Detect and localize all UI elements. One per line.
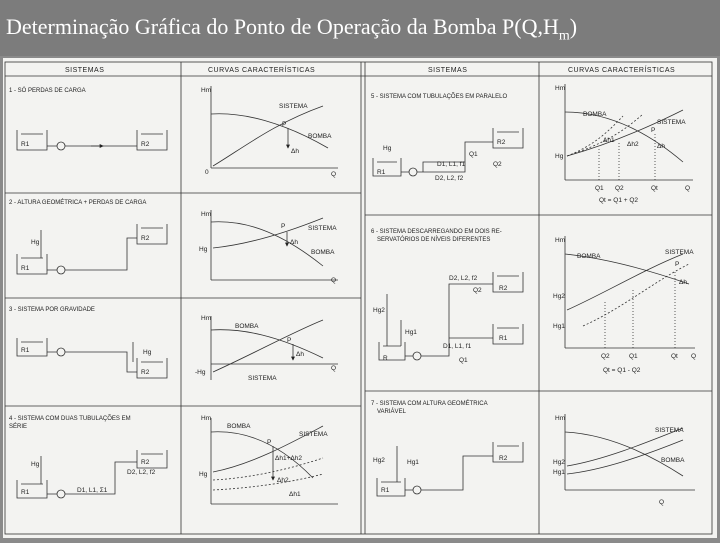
title-close: ): [569, 14, 578, 39]
case-2-system: [17, 224, 167, 274]
header-sistemas-left: SISTEMAS: [65, 67, 105, 74]
case-3-hg-neg: -Hg: [195, 369, 206, 376]
case-6-p: P: [675, 261, 680, 268]
case-6-dh: Δh: [679, 279, 687, 286]
case-2-q: Q: [331, 277, 337, 284]
case-7-r1: R1: [381, 487, 390, 494]
case-5-p: P: [651, 127, 656, 134]
case-4-bomba: BOMBA: [227, 423, 251, 430]
case-5-q2: Q2: [493, 161, 502, 168]
case-3-bomba: BOMBA: [235, 323, 259, 330]
case-7-hg2-axis: Hg2: [553, 459, 565, 466]
case-2-title: 2 - ALTURA GEOMÉTRICA + PERDAS DE CARGA: [9, 200, 147, 206]
diagram-sheet: [3, 58, 717, 538]
case-4-title-line2: SÉRIE: [9, 424, 28, 430]
title-bar: [0, 0, 720, 56]
case-4-r2: R2: [141, 459, 150, 466]
case-1-r1: R1: [21, 141, 30, 148]
case-4-p: P: [267, 439, 272, 446]
case-1-bomba: BOMBA: [308, 133, 332, 140]
case-6-hg2: Hg2: [373, 307, 385, 314]
case-1-hm: Hm: [201, 87, 212, 94]
case-5-q1-axis: Q1: [595, 185, 604, 192]
case-3-hm: Hm: [201, 315, 212, 322]
case-5-hg: Hg: [383, 145, 392, 152]
case-6-qt-axis: Qt: [671, 353, 678, 360]
case-1-title: 1 - SÓ PERDAS DE CARGA: [9, 88, 86, 94]
case-6-hm: Hm: [555, 237, 566, 244]
case-1-q: Q: [331, 171, 337, 178]
case-6-title-line2: SERVATÓRIOS DE NÍVEIS DIFERENTES: [377, 237, 491, 243]
title-subscript: m: [558, 28, 570, 44]
case-5-title: 5 - SISTEMA COM TUBULAÇÕES EM PARALELO: [371, 94, 508, 100]
case-7-bomba: BOMBA: [661, 457, 685, 464]
pump-operating-point-diagram: [3, 58, 717, 538]
case-2-bomba: BOMBA: [311, 249, 335, 256]
case-6-q2: Q2: [473, 287, 482, 294]
header-curvas-left: CURVAS CARACTERÍSTICAS: [208, 67, 316, 74]
case-2-hm: Hm: [201, 211, 212, 218]
case-5-qt-axis: Qt: [651, 185, 658, 192]
case-1-p: P: [282, 121, 287, 128]
case-6-q1-axis: Q1: [629, 353, 638, 360]
case-6-hg1-axis: Hg1: [553, 323, 565, 330]
case-3-sistema: SISTEMA: [248, 375, 277, 382]
case-2-dh: Δh: [290, 239, 298, 246]
case-3-hg: Hg: [143, 349, 152, 356]
case-7-hm: Hm: [555, 415, 566, 422]
case-7-q: Q: [659, 499, 665, 506]
case-1-dh: Δh: [291, 148, 299, 155]
case-6-r: R: [383, 355, 388, 362]
case-7-hg2: Hg2: [373, 457, 385, 464]
case-5-qt-sum: Qt = Q1 + Q2: [599, 197, 639, 204]
case-6-q2-axis: Q2: [601, 353, 610, 360]
case-3-r1: R1: [21, 347, 30, 354]
case-7-system: [377, 442, 523, 496]
case-5-sistema: SISTEMA: [657, 119, 686, 126]
case-7-title: 7 - SISTEMA COM ALTURA GEOMÉTRICA: [371, 401, 488, 407]
case-6-d2l2f2: D2, L2, f2: [449, 275, 478, 282]
case-2-p: P: [281, 223, 286, 230]
case-6-r1: R1: [499, 335, 508, 342]
case-2-curves: [211, 210, 338, 280]
case-6-q1: Q1: [459, 357, 468, 364]
case-6-q: Q: [691, 353, 697, 360]
case-3-r2: R2: [141, 369, 150, 376]
case-4-d1l1z1: D1, L1, Σ1: [77, 487, 108, 494]
case-5-d2l2f2: D2, L2, f2: [435, 175, 464, 182]
case-3-title: 3 - SISTEMA POR GRAVIDADE: [9, 307, 95, 313]
case-4-dh12: Δh1+Δh2: [275, 455, 302, 462]
case-7-hg1-axis: Hg1: [553, 469, 565, 476]
case-2-sistema: SISTEMA: [308, 225, 337, 232]
case-4-hg-axis: Hg: [199, 471, 208, 478]
case-4-d2l2f2: D2, L2, f2: [127, 469, 156, 476]
case-5-q2-axis: Q2: [615, 185, 624, 192]
case-7-hg1: Hg1: [407, 459, 419, 466]
case-5-hm: Hm: [555, 85, 566, 92]
case-3-p: P: [287, 337, 292, 344]
title-main: Determinação Gráfica do Ponto de Operação da Bomba P(Q,H: [6, 14, 559, 39]
header-curvas-right: CURVAS CARACTERÍSTICAS: [568, 67, 676, 74]
case-3-curves: [211, 316, 338, 380]
case-2-r1: R1: [21, 265, 30, 272]
case-4-title: 4 - SISTEMA COM DUAS TUBULAÇÕES EM: [9, 416, 131, 422]
case-5-r1: R1: [377, 169, 386, 176]
case-4-hg: Hg: [31, 461, 40, 468]
case-5-dh1: Δh1: [603, 137, 615, 144]
case-6-title: 6 - SISTEMA DESCARREGANDO EM DOIS RE-: [371, 229, 502, 235]
case-5-dh: Δh: [657, 143, 665, 150]
case-1-zero: 0: [205, 169, 209, 176]
case-7-title-line2: VARIÁVEL: [377, 409, 406, 415]
case-7-r2: R2: [499, 455, 508, 462]
case-1-r2: R2: [141, 141, 150, 148]
slide-title: [6, 14, 577, 44]
case-5-hg-axis: Hg: [555, 153, 564, 160]
case-7-curves: [565, 414, 695, 490]
case-3-dh: Δh: [296, 351, 304, 358]
case-4-dh1: Δh1: [289, 491, 301, 498]
case-5-r2: R2: [497, 139, 506, 146]
case-1-curves: [211, 86, 338, 168]
case-5-dh2: Δh2: [627, 141, 639, 148]
case-2-r2: R2: [141, 235, 150, 242]
case-6-bomba: BOMBA: [577, 253, 601, 260]
case-5-bomba: BOMBA: [583, 111, 607, 118]
case-6-d1l1f1: D1, L1, f1: [443, 343, 472, 350]
case-5-q: Q: [685, 185, 691, 192]
case-3-q: Q: [331, 365, 337, 372]
case-6-hg2-axis: Hg2: [553, 293, 565, 300]
case-4-sistema: SISTEMA: [299, 431, 328, 438]
case-2-hg: Hg: [31, 239, 40, 246]
case-4-hm: Hm: [201, 415, 212, 422]
case-6-r2: R2: [499, 285, 508, 292]
case-5-q1: Q1: [469, 151, 478, 158]
case-4-dh2: Δh2: [277, 477, 289, 484]
case-7-sistema: SISTEMA: [655, 427, 684, 434]
case-6-qt-minus: Qt = Q1 - Q2: [603, 367, 641, 374]
case-2-hg-axis: Hg: [199, 246, 208, 253]
case-5-system: [373, 128, 523, 176]
case-6-hg1: Hg1: [405, 329, 417, 336]
case-6-sistema: SISTEMA: [665, 249, 694, 256]
case-5-d1l1f1: D1, L1, f1: [437, 161, 466, 168]
case-5-curves: [565, 84, 693, 180]
case-4-r1: R1: [21, 489, 30, 496]
case-1-sistema: SISTEMA: [279, 103, 308, 110]
header-sistemas-right: SISTEMAS: [428, 67, 468, 74]
